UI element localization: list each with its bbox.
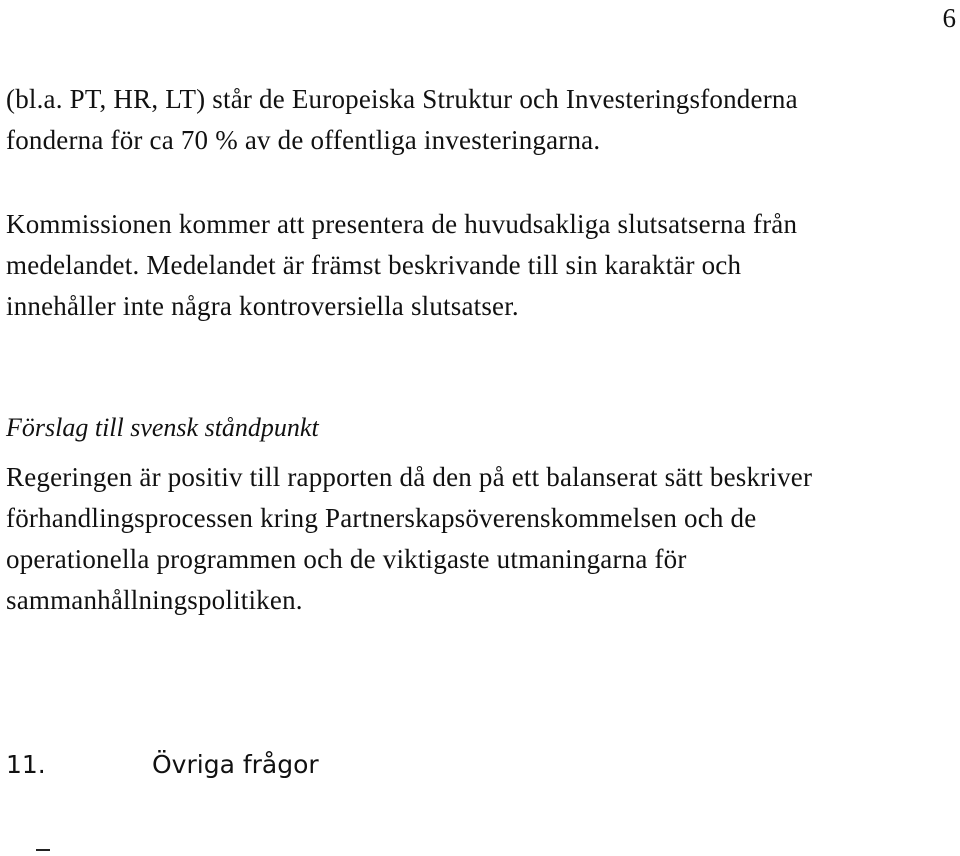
- text-line: Regeringen är positiv till rapporten då den på ett balanserat sätt beskriver: [6, 462, 813, 492]
- text-line: operationella programmen och de viktigaste utmaningarna för: [6, 544, 687, 574]
- text-line: (bl.a. PT, HR, LT) står de Europeiska Struktur och Investeringsfonderna: [6, 84, 798, 114]
- section-heading: Förslag till svensk ståndpunkt: [6, 413, 319, 442]
- text-line: medelandet. Medelandet är främst beskrivande till sin karaktär och: [6, 250, 742, 280]
- text-line: Kommissionen kommer att presentera de huvudsakliga slutsatserna från: [6, 209, 798, 239]
- paragraph-position: [6, 457, 956, 621]
- page-number: 6: [942, 3, 956, 33]
- text-line: förhandlingsprocessen kring Partnerskapsöverenskommelsen och de: [6, 503, 757, 533]
- text-line: sammanhållningspolitiken.: [6, 585, 303, 615]
- text-line: innehåller inte några kontroversiella slutsatser.: [6, 291, 519, 321]
- paragraph-commission: [6, 204, 956, 327]
- next-section-heading: [6, 745, 319, 785]
- text-line: fonderna för ca 70 % av de offentliga investeringarna.: [6, 125, 601, 155]
- section-number: 11.: [6, 750, 46, 779]
- dash-mark: [36, 849, 50, 851]
- section-title: Övriga frågor: [152, 750, 319, 779]
- paragraph-funds: [6, 79, 956, 161]
